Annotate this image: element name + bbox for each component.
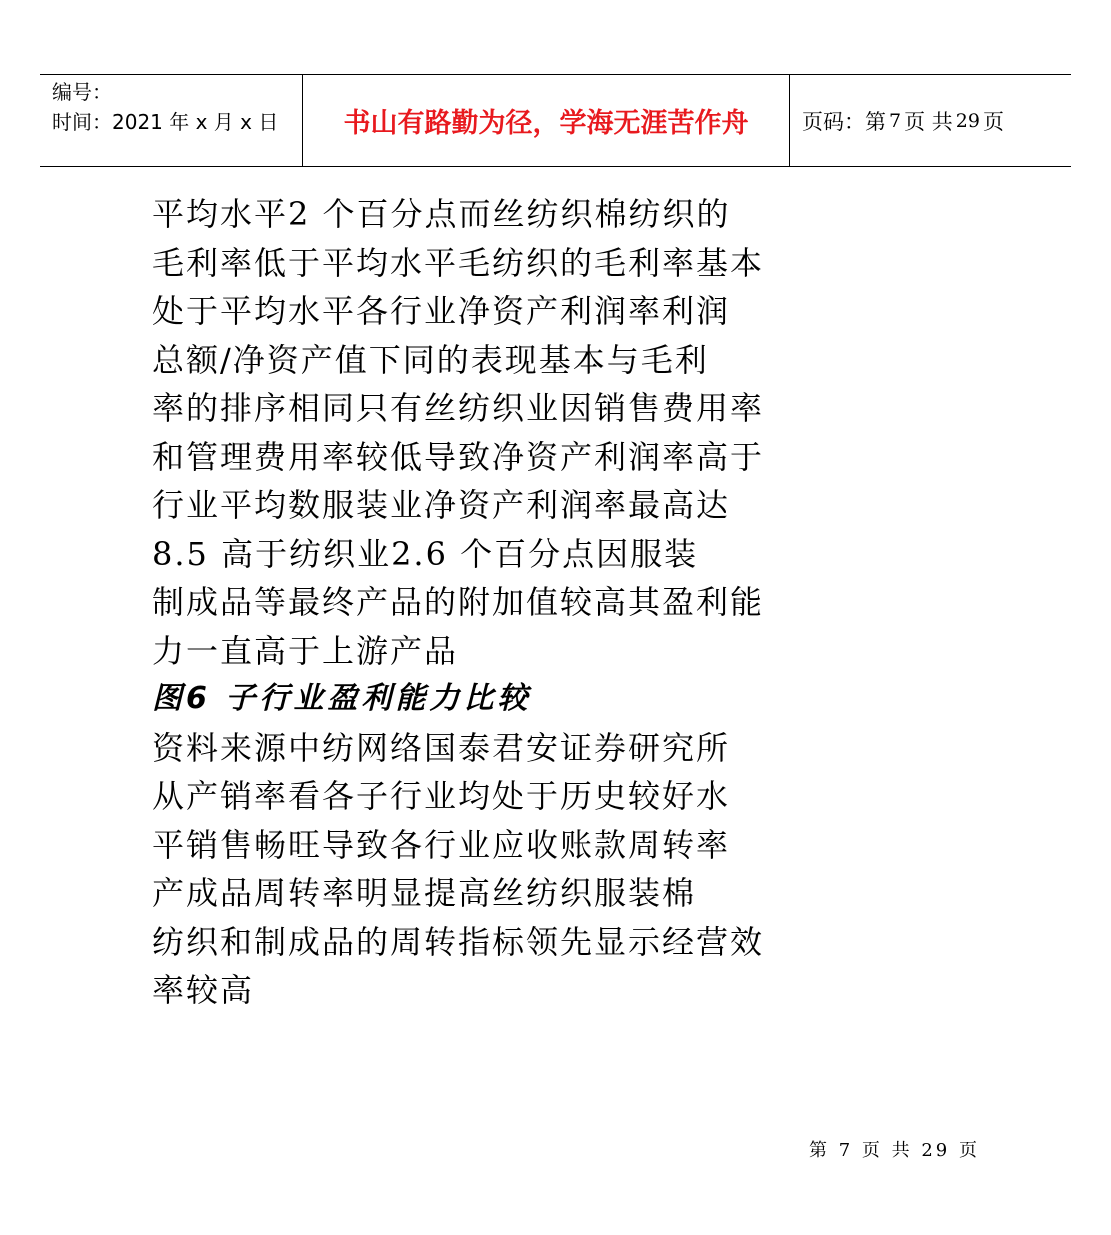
code-label: 编号： <box>52 80 112 104</box>
page-prefix: 页码：第 <box>802 109 886 134</box>
body-text <box>152 190 852 1015</box>
body-line: 总额/净资产值下同的表现基本与毛利 <box>152 340 709 379</box>
body-line: 力一直高于上游产品 <box>152 631 459 670</box>
page-suffix: 页 <box>982 109 1004 134</box>
page-current: 7 <box>889 109 902 132</box>
header-meta <box>40 75 303 166</box>
header-page-info <box>790 75 1071 166</box>
body-line: 平均水平2 个百分点而丝纺织棉纺织的 <box>152 195 731 233</box>
figure-title: 图6 子行业盈利能力比较 <box>152 681 532 716</box>
page-footer: 第 7 页 共 29 页 <box>809 1140 980 1161</box>
document-header <box>40 74 1071 167</box>
page-mid: 页 共 <box>904 109 953 134</box>
body-line: 率的排序相同只有丝纺织业因销售费用率 <box>152 389 765 427</box>
body-line: 从产销率看各子行业均处于历史较好水 <box>152 777 731 815</box>
time-label: 时间：2021 年 x 月 x 日 <box>52 110 279 134</box>
body-line: 资料来源中纺网络国泰君安证券研究所 <box>152 728 731 767</box>
body-line: 平销售畅旺导致各行业应收账款周转率 <box>152 825 731 864</box>
body-line: 行业平均数服装业净资产利润率最高达 <box>152 486 731 524</box>
body-line: 率较高 <box>152 971 255 1009</box>
page-total: 29 <box>955 109 980 132</box>
body-line: 毛利率低于平均水平毛纺织的毛利率基本 <box>152 243 765 282</box>
body-line: 产成品周转率明显提高丝纺织服装棉 <box>152 874 697 912</box>
body-line: 制成品等最终产品的附加值较高其盈利能 <box>152 583 765 621</box>
header-motto: 书山有路勤为径，学海无涯苦作舟 <box>303 75 790 166</box>
body-line: 8.5 高于纺织业2.6 个百分点因服装 <box>152 534 699 573</box>
body-line: 和管理费用率较低导致净资产利润率高于 <box>152 437 765 476</box>
body-line: 处于平均水平各行业净资产利润率利润 <box>152 292 731 330</box>
body-line: 纺织和制成品的周转指标领先显示经营效 <box>152 922 765 961</box>
